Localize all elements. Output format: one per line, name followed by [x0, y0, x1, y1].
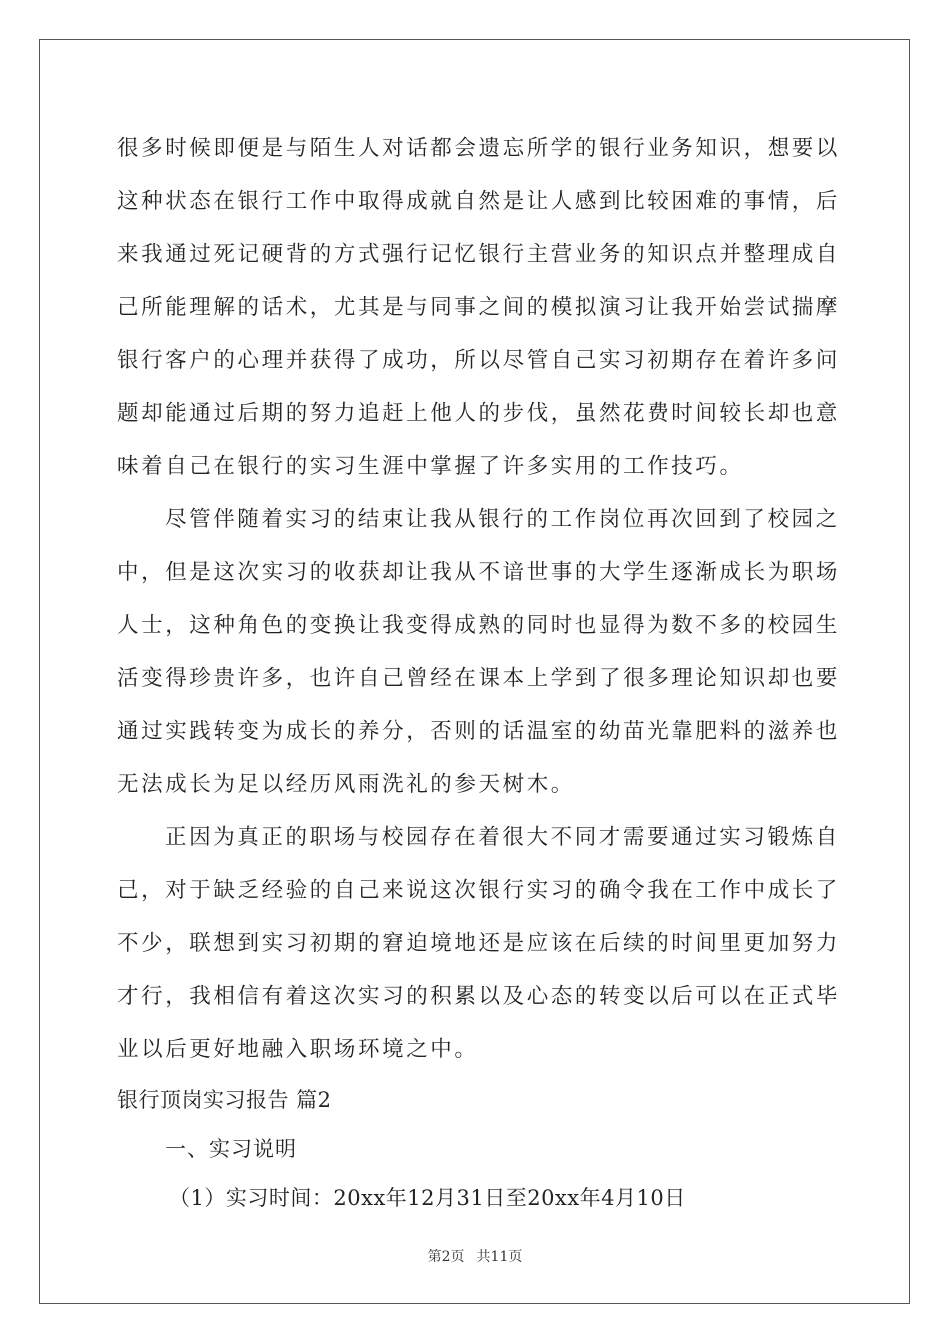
text-line: 通过实践转变为成长的养分，否则的话温室的幼苗光靠肥料的滋养也: [117, 719, 841, 744]
page-footer: [0, 1246, 950, 1266]
text-line: 己所能理解的话术，尤其是与同事之间的模拟演习让我开始尝试揣摩: [117, 295, 841, 320]
paragraph-1: [117, 122, 841, 493]
document-body: [117, 122, 841, 1223]
text-line: 这种状态在银行工作中取得成就自然是让人感到比较困难的事情，后: [117, 189, 841, 214]
text-line: 人士，这种角色的变换让我变得成熟的同时也显得为数不多的校园生: [117, 613, 841, 638]
page-number: 第2页: [427, 1249, 465, 1265]
paragraph-2: [117, 493, 841, 811]
section-title: 银行顶岗实习报告 篇2: [117, 1088, 332, 1112]
text-line: 很多时候即便是与陌生人对话都会遗忘所学的银行业务知识，想要以: [117, 136, 841, 161]
text-line: 活变得珍贵许多，也许自己曾经在课本上学到了很多理论知识却也要: [117, 666, 841, 691]
page-total: 共11页: [476, 1249, 523, 1265]
text-line: 尽管伴随着实习的结束让我从银行的工作岗位再次回到了校园之: [165, 507, 840, 532]
text-line: 味着自己在银行的实习生涯中掌握了许多实用的工作技巧。: [117, 454, 744, 479]
text-line: 中，但是这次实习的收获却让我从不谙世事的大学生逐渐成长为职场: [117, 560, 841, 585]
list-item: （1）实习时间：20xx年12月31日至20xx年4月10日: [169, 1186, 686, 1210]
paragraph-3: [117, 811, 841, 1076]
text-line: 不少，联想到实习初期的窘迫境地还是应该在后续的时间里更加努力: [117, 931, 841, 956]
text-line: 才行，我相信有着这次实习的积累以及心态的转变以后可以在正式毕: [117, 984, 841, 1009]
text-line: 无法成长为足以经历风雨洗礼的参天树木。: [117, 772, 575, 797]
text-line: 题却能通过后期的努力追赶上他人的步伐，虽然花费时间较长却也意: [117, 401, 841, 426]
subsection-title: 一、实习说明: [165, 1137, 297, 1161]
text-line: 业以后更好地融入职场环境之中。: [117, 1037, 479, 1062]
text-line: 来我通过死记硬背的方式强行记忆银行主营业务的知识点并整理成自: [117, 242, 841, 267]
text-line: 己，对于缺乏经验的自己来说这次银行实习的确令我在工作中成长了: [117, 878, 841, 903]
text-line: 银行客户的心理并获得了成功，所以尽管自己实习初期存在着许多问: [117, 348, 841, 373]
text-line: 正因为真正的职场与校园存在着很大不同才需要通过实习锻炼自: [165, 825, 840, 850]
